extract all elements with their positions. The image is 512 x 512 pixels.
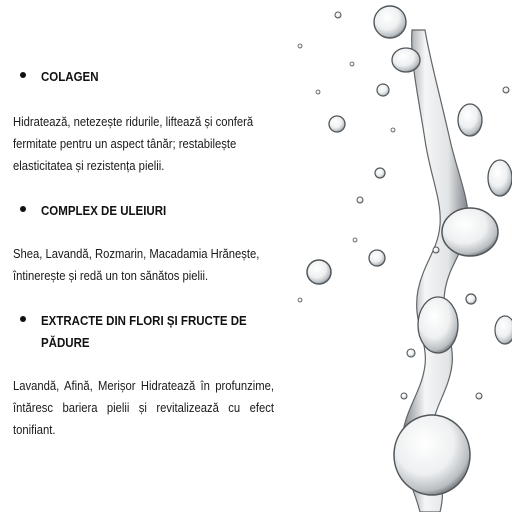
section-heading-complex-uleiuri bbox=[20, 200, 177, 222]
section-text-extracte: Lavandă, Afină, Merișor Hidratează în profunzime, întăresc bariera pielii și revitalizează cu efect tonifiant. bbox=[13, 379, 274, 437]
heading-text: COMPLEX DE ULEIURI bbox=[41, 204, 167, 218]
heading-text: EXTRACTE DIN FLORI ȘI FRUCTE DE PĂDURE bbox=[41, 314, 247, 350]
bullet-dot-icon bbox=[20, 316, 26, 322]
section-text-complex-uleiuri: Shea, Lavandă, Rozmarin, Macadamia Hrănește, întinerește și redă un ton sănătos pielii. bbox=[13, 247, 260, 283]
section-text-colagen: Hidratează, netezește ridurile, liftează și conferă fermitate pentru un aspect tânăr; restabilește elasticitatea și rezistența pielii. bbox=[13, 115, 254, 173]
section-heading-colagen bbox=[20, 66, 104, 88]
heading-text: COLAGEN bbox=[41, 70, 99, 84]
section-heading-extracte bbox=[20, 310, 296, 354]
bullet-dot-icon bbox=[20, 206, 26, 212]
bullet-dot-icon bbox=[20, 72, 26, 78]
